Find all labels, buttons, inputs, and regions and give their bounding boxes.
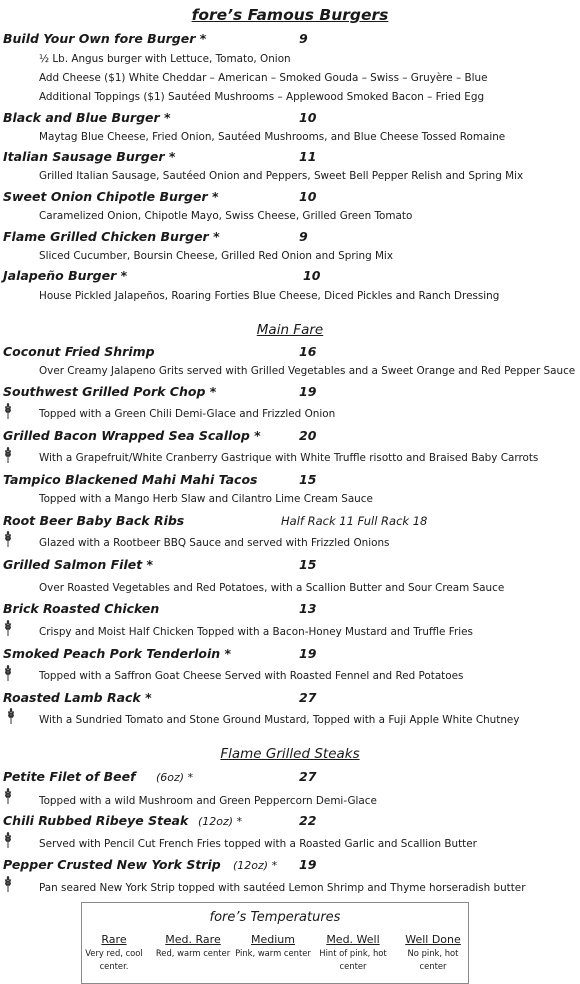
wheat-stalk-icon bbox=[3, 665, 13, 681]
item-name: Southwest Grilled Pork Chop * bbox=[3, 384, 217, 399]
item-price: 19 bbox=[299, 857, 317, 872]
item-desc: Topped with a Mango Herb Slaw and Cilantro Lime Cream Sauce bbox=[39, 493, 373, 505]
item-desc: ½ Lb. Angus burger with Lettuce, Tomato, Onion bbox=[39, 53, 291, 65]
temperature-label: Rare bbox=[101, 933, 127, 946]
temperature-well-done bbox=[393, 933, 473, 973]
item-price: 10 bbox=[299, 110, 317, 125]
item-price: 10 bbox=[299, 189, 317, 204]
item-price: 19 bbox=[299, 384, 317, 399]
item-price: 11 bbox=[299, 149, 317, 164]
item-price: 9 bbox=[299, 229, 308, 244]
item-desc: Topped with a Saffron Goat Cheese Served with Roasted Fennel and Red Potatoes bbox=[39, 670, 464, 682]
temperature-text: Very red, cool center. bbox=[85, 948, 143, 971]
wheat-stalk-icon bbox=[6, 708, 16, 724]
main-fare-title: Main Fare bbox=[256, 322, 324, 338]
item-price: 15 bbox=[299, 557, 317, 572]
item-price: 15 bbox=[299, 472, 317, 487]
burgers-title: fore’s Famous Burgers bbox=[191, 6, 389, 24]
item-name: Smoked Peach Pork Tenderloin * bbox=[3, 646, 232, 661]
item-desc: Topped with a Green Chili Demi-Glace and Frizzled Onion bbox=[39, 408, 336, 420]
temperature-med-well bbox=[313, 933, 393, 973]
item-name: Flame Grilled Chicken Burger * bbox=[3, 229, 220, 244]
temperature-label: Med. Rare bbox=[165, 933, 221, 946]
item-name: Build Your Own fore Burger * bbox=[3, 31, 207, 46]
item-name: Black and Blue Burger * bbox=[3, 110, 171, 125]
item-price: 27 bbox=[299, 769, 317, 784]
item-name: Jalapeño Burger * bbox=[3, 268, 128, 283]
item-price: 20 bbox=[299, 428, 317, 443]
item-price: 27 bbox=[299, 690, 317, 705]
item-name: Coconut Fried Shrimp bbox=[3, 344, 155, 359]
item-price: 10 bbox=[303, 268, 321, 283]
item-name: Grilled Bacon Wrapped Sea Scallop * bbox=[3, 428, 261, 443]
wheat-stalk-icon bbox=[3, 788, 13, 804]
item-desc: Add Cheese ($1) White Cheddar – American – Smoked Gouda – Swiss – Gruyère – Blue bbox=[39, 72, 488, 84]
item-name: Petite Filet of Beef bbox=[3, 769, 136, 784]
item-desc: Over Roasted Vegetables and Red Potatoes, with a Scallion Butter and Sour Cream Sauce bbox=[39, 582, 505, 594]
temperature-text: No pink, hot center bbox=[407, 948, 459, 971]
temperature-text: Red, warm center bbox=[155, 948, 231, 958]
item-desc: Pan seared New York Strip topped with sautéed Lemon Shrimp and Thyme horseradish butter bbox=[39, 882, 526, 894]
steaks-title: Flame Grilled Steaks bbox=[220, 746, 360, 762]
item-desc: Crispy and Moist Half Chicken Topped with a Bacon-Honey Mustard and Truffle Fries bbox=[39, 626, 473, 638]
wheat-stalk-icon bbox=[3, 876, 13, 892]
temperature-rare bbox=[74, 933, 154, 973]
item-price: 19 bbox=[299, 646, 317, 661]
item-desc: Over Creamy Jalapeno Grits served with Grilled Vegetables and a Sweet Orange and Red Pepper Sauce bbox=[39, 365, 576, 377]
temperature-label: Med. Well bbox=[326, 933, 380, 946]
item-size: (12oz) * bbox=[198, 815, 243, 828]
temperature-text: Pink, warm center bbox=[235, 948, 311, 958]
wheat-stalk-icon bbox=[3, 832, 13, 848]
temperature-med-rare bbox=[153, 933, 233, 960]
item-desc: Glazed with a Rootbeer BBQ Sauce and served with Frizzled Onions bbox=[39, 537, 390, 549]
item-name: Chili Rubbed Ribeye Steak bbox=[3, 813, 189, 828]
item-name: Italian Sausage Burger * bbox=[3, 149, 176, 164]
item-name: Brick Roasted Chicken bbox=[3, 601, 160, 616]
item-price: 22 bbox=[299, 813, 317, 828]
item-name: Tampico Blackened Mahi Mahi Tacos bbox=[3, 472, 258, 487]
item-price: Half Rack 11 Full Rack 18 bbox=[281, 514, 428, 528]
item-name: Roasted Lamb Rack * bbox=[3, 690, 152, 705]
item-desc: Additional Toppings ($1) Sautéed Mushrooms – Applewood Smoked Bacon – Fried Egg bbox=[39, 91, 485, 103]
item-desc: With a Grapefruit/White Cranberry Gastrique with White Truffle risotto and Braised Baby Carrots bbox=[39, 452, 539, 464]
temperature-medium bbox=[233, 933, 313, 960]
item-desc: With a Sundried Tomato and Stone Ground Mustard, Topped with a Fuji Apple White Chutney bbox=[39, 714, 520, 726]
item-desc: Caramelized Onion, Chipotle Mayo, Swiss Cheese, Grilled Green Tomato bbox=[39, 210, 413, 222]
item-price: 9 bbox=[299, 31, 308, 46]
temperature-title: fore’s Temperatures bbox=[209, 910, 341, 925]
wheat-stalk-icon bbox=[3, 620, 13, 636]
item-name: Sweet Onion Chipotle Burger * bbox=[3, 189, 219, 204]
wheat-stalk-icon bbox=[3, 531, 13, 547]
temperature-text: Hint of pink, hot center bbox=[319, 948, 387, 971]
temperature-label: Well Done bbox=[405, 933, 461, 946]
item-desc: Sliced Cucumber, Boursin Cheese, Grilled Red Onion and Spring Mix bbox=[39, 250, 393, 262]
temperature-guide bbox=[81, 902, 469, 984]
item-size: (12oz) * bbox=[233, 859, 278, 872]
item-desc: House Pickled Jalapeños, Roaring Forties Blue Cheese, Diced Pickles and Ranch Dressing bbox=[39, 290, 500, 302]
item-price: 13 bbox=[299, 601, 317, 616]
item-name: Pepper Crusted New York Strip bbox=[3, 857, 221, 872]
item-desc: Served with Pencil Cut French Fries topped with a Roasted Garlic and Scallion Butter bbox=[39, 838, 477, 850]
item-desc: Topped with a wild Mushroom and Green Peppercorn Demi-Glace bbox=[39, 795, 377, 807]
wheat-stalk-icon bbox=[3, 403, 13, 419]
item-price: 16 bbox=[299, 344, 317, 359]
item-name: Grilled Salmon Filet * bbox=[3, 557, 154, 572]
wheat-stalk-icon bbox=[3, 447, 13, 463]
item-name: Root Beer Baby Back Ribs bbox=[3, 513, 185, 528]
item-desc: Maytag Blue Cheese, Fried Onion, Sautéed Mushrooms, and Blue Cheese Tossed Romaine bbox=[39, 131, 506, 143]
item-size: (6oz) * bbox=[156, 771, 194, 784]
item-desc: Grilled Italian Sausage, Sautéed Onion and Peppers, Sweet Bell Pepper Relish and Spring Mix bbox=[39, 170, 524, 182]
temperature-label: Medium bbox=[251, 933, 295, 946]
